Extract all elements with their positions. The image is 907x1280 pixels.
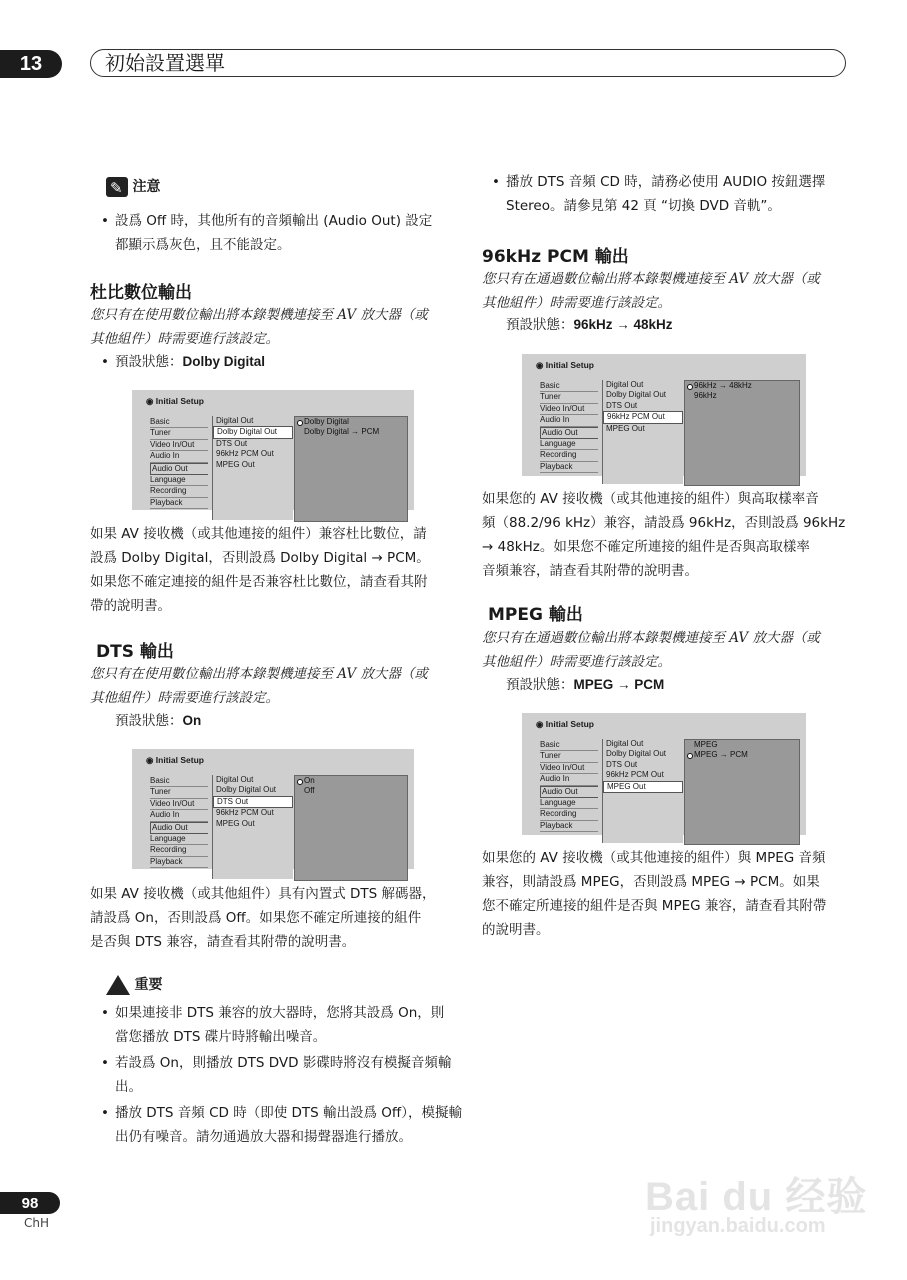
note-icon (106, 177, 128, 197)
pcm96-default: 預設狀態：96kHz → 48kHz (506, 317, 673, 333)
pcm96-heading: 96kHz PCM 輸出 (482, 247, 629, 267)
note-text: • 設爲 Off 時，其他所有的音頻輸出 (Audio Out) 設定 都顯示爲灰色，且不能設定。 (115, 209, 465, 257)
mpeg-desc: 您只有在通過數位輸出將本錄製機連接至 AV 放大器（或 其他組件）時需要進行該設定。 (482, 630, 820, 670)
pcm96-desc: 您只有在通過數位輸出將本錄製機連接至 AV 放大器（或 其他組件）時需要進行該設定。 (482, 271, 820, 311)
dts-desc: 您只有在使用數位輸出將本錄製機連接至 AV 放大器（或 其他組件）時需要進行該設定。 (90, 666, 428, 706)
osd-mpeg: ◉ Initial Setup Basic Tuner Video In/Out Audio In Audio Out Language Recording Playback Digital Out Dolby Digital Out DTS Out 96kHz PCM Out MPEG Out MPEG MPEG → PCM (522, 713, 806, 835)
note-heading: ✎ 注意 (106, 175, 160, 199)
mpeg-body: 如果您的 AV 接收機（或其他連接的組件）與 MPEG 音頻 兼容，則請設爲 MPEG，否則設爲 MPEG → PCM。如果 您不確定所連接的組件是否與 MPEG 兼容，請查看其附帶 的說明書。 (482, 850, 827, 938)
chapter-title: 初始設置選單 (90, 49, 846, 77)
important-list: • 如果連接非 DTS 兼容的放大器時，您將其設爲 On，則 當您播放 DTS 碟片時將輸出噪音。 • 若設爲 On，則播放 DTS DVD 影碟時將沒有模擬音頻輸 出。 • 播放 DTS 音頻 CD 時（即使 DTS 輸出設爲 Off），模擬輸 出仍有噪音。請勿通過放大器和揚聲器進行播放。 (115, 1001, 465, 1149)
pcm96-body: 如果您的 AV 接收機（或其他連接的組件）與高取樣率音 頻（88.2/96 kHz）兼容，請設爲 96kHz，否則設爲 96kHz → 48kHz。如果您不確定所連接的組件是否與高取樣率 音頻兼容，請查看其附帶的說明書。 (482, 491, 846, 579)
osd-title: ◉ Initial Setup (146, 396, 204, 406)
mpeg-default: 預設狀態：MPEG → PCM (506, 677, 665, 693)
dolby-desc: 您只有在使用數位輸出將本錄製機連接至 AV 放大器（或 其他組件）時需要進行該設定。 (90, 307, 428, 347)
dolby-heading: 杜比數位輸出 (90, 283, 192, 303)
important-heading: 重要 (106, 973, 162, 997)
dts-body: 如果 AV 接收機（或其他組件）具有內置式 DTS 解碼器， 請設爲 On，否則設爲 Off。如果您不確定所連接的組件 是否與 DTS 兼容，請查看其附帶的說明書。 (90, 886, 436, 950)
language-code: ChH (24, 1216, 50, 1230)
dts-cd-note: • 播放 DTS 音頻 CD 時，請務必使用 AUDIO 按鈕選擇 Stereo。請參見第 42 頁 “切換 DVD 音軌”。 (506, 170, 851, 218)
dts-heading: DTS 輸出 (96, 642, 174, 662)
warning-icon (106, 975, 130, 995)
mpeg-heading: MPEG 輸出 (488, 605, 583, 625)
dolby-default: 預設狀態：Dolby Digital (115, 354, 266, 370)
osd-dolby: ◉ Initial Setup Basic Tuner Video In/Out Audio In Audio Out Language Recording Playback Digital Out Dolby Digital Out DTS Out 96kHz PCM Out MPEG Out Dolby Digital Dolby Digital → PCM (132, 390, 414, 510)
chapter-number: 13 (0, 50, 62, 78)
watermark-logo: Bai du 经验 (645, 1175, 868, 1219)
osd-dts: ◉ Initial Setup Basic Tuner Video In/Out Audio In Audio Out Language Recording Playback Digital Out Dolby Digital Out DTS Out 96kHz PCM Out MPEG Out On Off (132, 749, 414, 869)
dts-default: 預設狀態：On (115, 713, 202, 729)
watermark-url: jingyan.baidu.com (650, 1215, 826, 1237)
page-number: 98 (0, 1192, 60, 1214)
osd-96khz: ◉ Initial Setup Basic Tuner Video In/Out Audio In Audio Out Language Recording Playback Digital Out Dolby Digital Out DTS Out 96kHz PCM Out MPEG Out 96kHz → 48kHz 96kHz (522, 354, 806, 476)
dolby-body: 如果 AV 接收機（或其他連接的組件）兼容杜比數位，請 設爲 Dolby Digital，否則設爲 Dolby Digital → PCM。 如果您不確定連接的組件是否兼容杜比數位，請查看其附 帶的說明書。 (90, 526, 430, 614)
